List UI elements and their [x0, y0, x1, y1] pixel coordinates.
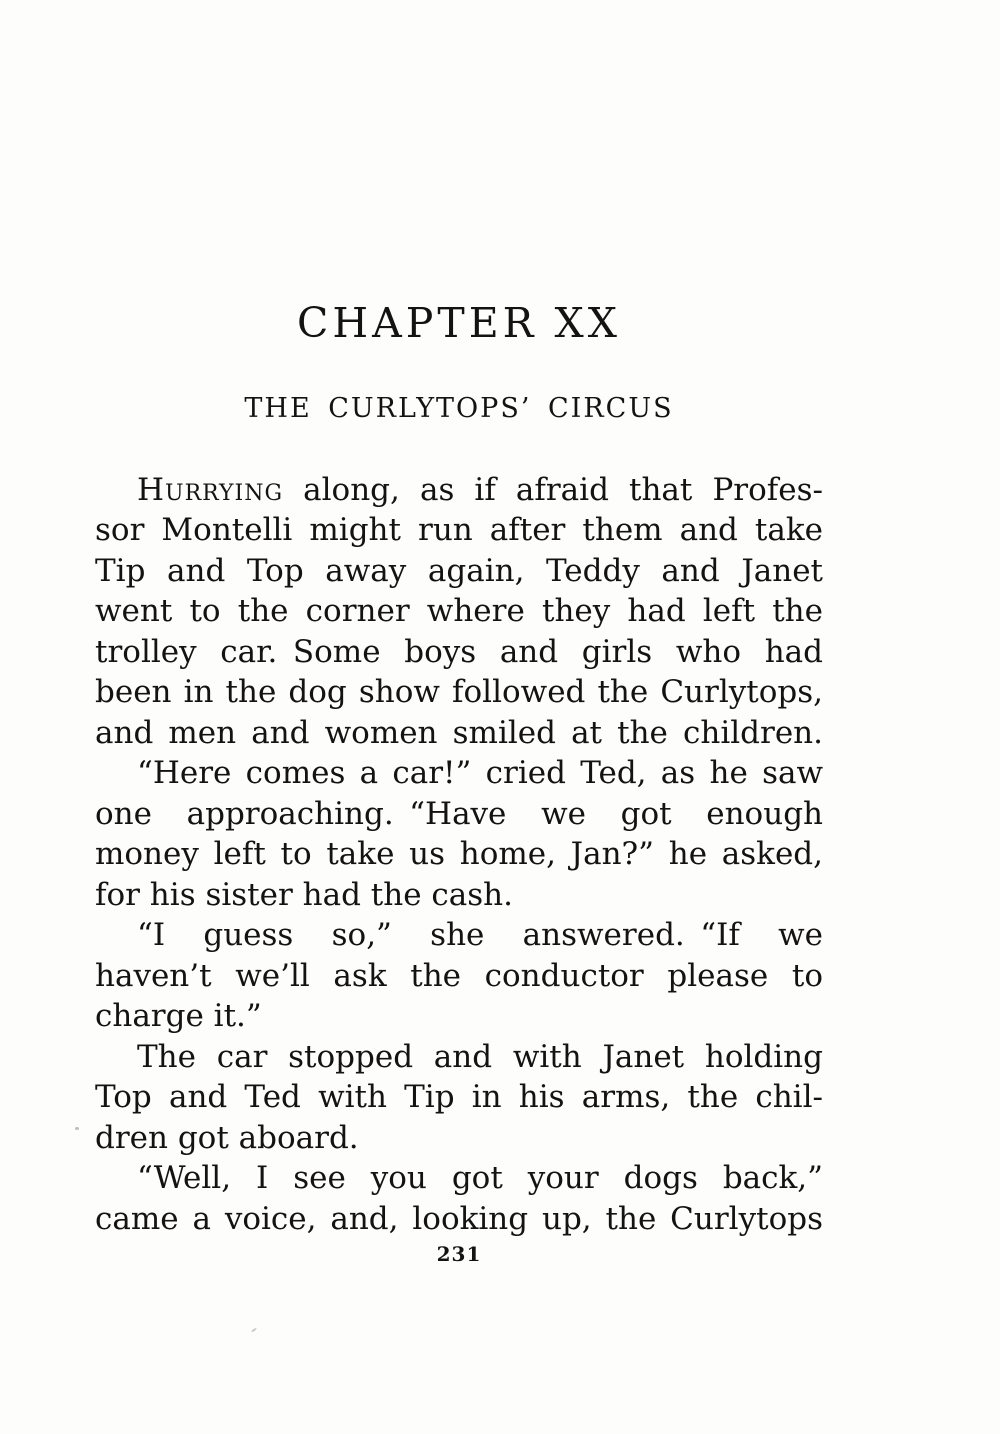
text-line: for his sister had the cash.	[95, 876, 514, 913]
text-line: one approaching. “Have we got enough	[95, 795, 823, 832]
text-line: came a voice, and, looking up, the Curlytops	[95, 1200, 823, 1237]
text-line: and men and women smiled at the children.	[95, 714, 823, 751]
text-block	[95, 0, 823, 1266]
small-caps-word: Hurrying	[137, 471, 284, 508]
text-line: “I guess so,” she answered. “If we	[137, 917, 823, 954]
text-line: haven’t we’ll ask the conductor please to	[95, 957, 823, 994]
text-line: trolley car. Some boys and girls who had	[95, 633, 823, 670]
text-line: Top and Ted with Tip in his arms, the chil-	[95, 1079, 823, 1116]
chapter-title: CHAPTER XX	[297, 299, 621, 347]
text-line: Hurrying along, as if afraid that Profes-	[137, 471, 823, 508]
text-line: The car stopped and with Janet holding	[137, 1038, 823, 1075]
text-line: “Well, I see you got your dogs back,”	[137, 1160, 823, 1197]
text-line: went to the corner where they had left the	[95, 593, 823, 630]
chapter-subtitle: THE CURLYTOPS’ CIRCUS	[244, 393, 674, 425]
body-text	[95, 470, 823, 1240]
scan-speck	[251, 1327, 257, 1332]
text-line: “Here comes a car!” cried Ted, as he saw	[137, 755, 823, 792]
text-line: money left to take us home, Jan?” he asked,	[95, 836, 823, 873]
text-line: charge it.”	[95, 998, 262, 1035]
text-line: sor Montelli might run after them and take	[95, 512, 823, 549]
scan-speck	[75, 1127, 79, 1130]
text-line: Tip and Top away again, Teddy and Janet	[95, 552, 823, 589]
text-line: dren got aboard.	[95, 1119, 359, 1156]
text-line: been in the dog show followed the Curlytops,	[95, 674, 823, 711]
page-number: 231	[436, 1242, 482, 1267]
